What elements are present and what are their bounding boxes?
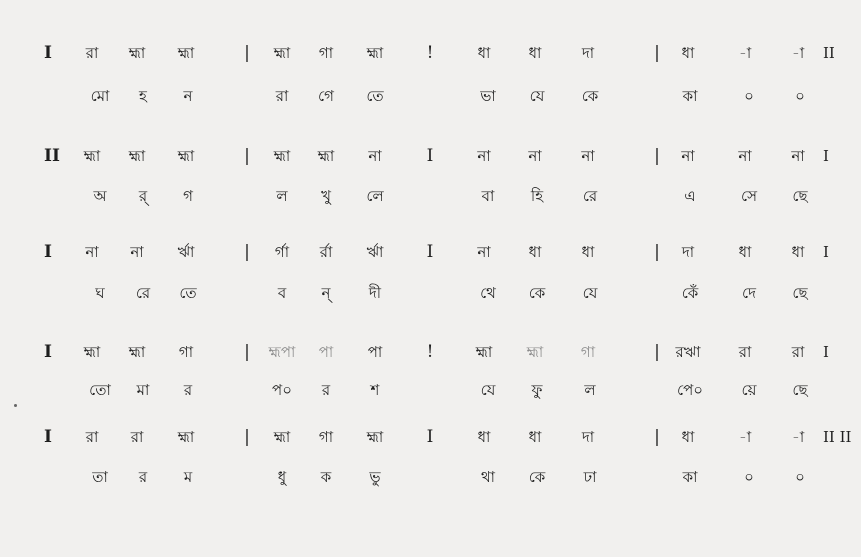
- swara-note: ধা: [681, 428, 695, 446]
- swara-note: হ্মা: [475, 343, 493, 361]
- line-end-marker: II: [823, 44, 835, 62]
- bar-line: |: [654, 427, 660, 447]
- swara-note: হ্মা: [526, 343, 544, 361]
- swara-note: র্ঋা: [177, 243, 195, 261]
- stray-mark: [14, 404, 17, 407]
- bar-line: |: [244, 342, 250, 362]
- lyric-syllable: ০: [744, 87, 754, 105]
- lyric-syllable: ল: [276, 187, 288, 205]
- lyric-line: [0, 181, 861, 211]
- bar-line: |: [654, 146, 660, 166]
- swara-note: রা: [130, 428, 144, 446]
- swara-note: -া: [738, 44, 752, 62]
- bar-line: |: [244, 146, 250, 166]
- swara-line: [0, 38, 861, 68]
- swara-note: হ্মা: [83, 343, 101, 361]
- swara-note: র্ঋা: [366, 243, 384, 261]
- swara-note: হ্মা: [177, 428, 195, 446]
- swara-line: [0, 141, 861, 171]
- swara-note: না: [791, 147, 805, 165]
- lyric-syllable: ০: [795, 87, 805, 105]
- lyric-syllable: যে: [480, 381, 496, 399]
- swara-note: রঋা: [675, 343, 701, 361]
- lyric-syllable: কে: [581, 87, 599, 105]
- lyric-syllable: ন: [183, 87, 193, 105]
- lyric-syllable: মো: [90, 87, 110, 105]
- lyric-syllable: থে: [480, 284, 496, 302]
- lyric-syllable: ০: [795, 468, 805, 486]
- lyric-syllable: তে: [366, 87, 384, 105]
- lyric-syllable: পে০: [676, 381, 704, 399]
- swara-note: না: [368, 147, 382, 165]
- swara-note: পা: [367, 343, 383, 361]
- swara-note: হ্মা: [273, 428, 291, 446]
- lyric-syllable: প০: [272, 381, 292, 399]
- lyric-syllable: দী: [368, 284, 382, 302]
- lyric-syllable: র: [138, 468, 148, 486]
- lyric-syllable: ল: [584, 381, 596, 399]
- swara-note: ধা: [528, 428, 542, 446]
- lyric-syllable: বা: [481, 187, 495, 205]
- lyric-syllable: রে: [582, 187, 598, 205]
- lyric-syllable: মা: [136, 381, 150, 399]
- swara-note: -া: [738, 428, 752, 446]
- swara-note: -া: [791, 44, 805, 62]
- lyric-syllable: দে: [742, 284, 756, 302]
- line-end-marker: II II: [823, 428, 852, 446]
- line-end-marker: I: [823, 243, 829, 261]
- swara-note: হ্মা: [317, 147, 335, 165]
- swara-note: ধা: [738, 243, 752, 261]
- lyric-syllable: যে: [529, 87, 545, 105]
- swara-note: দা: [681, 243, 695, 261]
- swara-note: হ্মা: [128, 147, 146, 165]
- lyric-syllable: গ: [183, 187, 193, 205]
- swara-note: গা: [318, 44, 334, 62]
- swara-note: রা: [738, 343, 752, 361]
- swara-note: হ্মা: [273, 147, 291, 165]
- lyric-syllable: হ: [139, 87, 147, 105]
- lyric-syllable: ছে: [792, 381, 808, 399]
- line-start-marker: I: [44, 427, 52, 447]
- lyric-syllable: সে: [741, 187, 757, 205]
- swara-note: না: [581, 147, 595, 165]
- bar-line: |: [244, 43, 250, 63]
- swara-note: গা: [318, 428, 334, 446]
- swara-note: ধা: [477, 44, 491, 62]
- swara-note: না: [130, 243, 144, 261]
- swara-note: ধা: [791, 243, 805, 261]
- lyric-syllable: ছে: [792, 284, 808, 302]
- swara-line: [0, 237, 861, 267]
- lyric-syllable: র: [321, 381, 331, 399]
- line-end-marker: I: [823, 147, 829, 165]
- swara-note: হ্মপা: [268, 343, 296, 361]
- swara-note: না: [477, 243, 491, 261]
- swara-note: হ্মা: [128, 343, 146, 361]
- swara-note: ধা: [528, 44, 542, 62]
- line-start-marker: I: [44, 43, 52, 63]
- swara-note: দা: [581, 44, 595, 62]
- bar-line: |: [244, 427, 250, 447]
- lyric-line: [0, 375, 861, 405]
- swara-note: রা: [85, 428, 99, 446]
- swara-note: না: [738, 147, 752, 165]
- line-end-marker: I: [823, 343, 829, 361]
- swara-note: ধা: [581, 243, 595, 261]
- lyric-syllable: ম: [183, 468, 193, 486]
- swara-note: হ্মা: [366, 44, 384, 62]
- swara-note: র্গা: [274, 243, 290, 261]
- bar-line: I: [426, 242, 434, 262]
- bar-line: |: [654, 43, 660, 63]
- swara-line: [0, 422, 861, 452]
- lyric-syllable: রে: [135, 284, 151, 302]
- swara-note: দা: [581, 428, 595, 446]
- lyric-syllable: কা: [682, 468, 698, 486]
- lyric-syllable: থা: [480, 468, 496, 486]
- swara-note: না: [477, 147, 491, 165]
- lyric-syllable: ০: [744, 468, 754, 486]
- lyric-syllable: র্: [138, 187, 148, 205]
- lyric-syllable: কে: [528, 468, 546, 486]
- lyric-syllable: শ: [370, 381, 380, 399]
- lyric-line: [0, 81, 861, 111]
- lyric-line: [0, 462, 861, 492]
- line-start-marker: I: [44, 242, 52, 262]
- lyric-syllable: খু: [321, 187, 331, 205]
- lyric-syllable: ব: [277, 284, 287, 302]
- swara-note: পা: [318, 343, 334, 361]
- lyric-syllable: ক: [320, 468, 332, 486]
- lyric-syllable: ন্: [321, 284, 331, 302]
- bar-line: !: [426, 342, 434, 362]
- bar-line: |: [654, 242, 660, 262]
- swara-note: ধা: [681, 44, 695, 62]
- lyric-syllable: ভু: [369, 468, 381, 486]
- lyric-line: [0, 278, 861, 308]
- bar-line: |: [244, 242, 250, 262]
- swara-note: -া: [791, 428, 805, 446]
- lyric-syllable: তো: [89, 381, 111, 399]
- lyric-syllable: কেঁ: [681, 284, 699, 302]
- lyric-syllable: কে: [528, 284, 546, 302]
- lyric-syllable: ছে: [792, 187, 808, 205]
- swara-note: না: [85, 243, 99, 261]
- bar-line: I: [426, 146, 434, 166]
- swara-note: না: [528, 147, 542, 165]
- lyric-syllable: কা: [682, 87, 698, 105]
- lyric-syllable: র: [183, 381, 193, 399]
- swara-note: ধা: [528, 243, 542, 261]
- swara-note: গা: [580, 343, 596, 361]
- lyric-syllable: তা: [92, 468, 108, 486]
- lyric-syllable: য়ে: [741, 381, 757, 399]
- swara-note: হ্মা: [273, 44, 291, 62]
- swara-note: রা: [791, 343, 805, 361]
- lyric-syllable: ফু: [531, 381, 543, 399]
- lyric-syllable: ঢা: [583, 468, 597, 486]
- lyric-syllable: হি: [530, 187, 544, 205]
- line-start-marker: I: [44, 342, 52, 362]
- lyric-syllable: গে: [318, 87, 334, 105]
- lyric-syllable: লে: [366, 187, 384, 205]
- lyric-syllable: ধু: [277, 468, 287, 486]
- lyric-syllable: ঘ: [95, 284, 105, 302]
- swara-note: র্রা: [319, 243, 333, 261]
- lyric-syllable: যে: [582, 284, 598, 302]
- bar-line: I: [426, 427, 434, 447]
- swara-note: ধা: [477, 428, 491, 446]
- swara-line: [0, 337, 861, 367]
- lyric-syllable: এ: [684, 187, 696, 205]
- bar-line: !: [426, 43, 434, 63]
- line-start-marker: II: [44, 146, 60, 166]
- swara-note: না: [681, 147, 695, 165]
- lyric-syllable: ভা: [480, 87, 496, 105]
- swara-note: রা: [85, 44, 99, 62]
- swara-note: হ্মা: [83, 147, 101, 165]
- swara-note: হ্মা: [128, 44, 146, 62]
- lyric-syllable: রা: [275, 87, 289, 105]
- lyric-syllable: অ: [93, 187, 107, 205]
- swara-note: হ্মা: [366, 428, 384, 446]
- swara-note: হ্মা: [177, 44, 195, 62]
- swara-note: হ্মা: [177, 147, 195, 165]
- swara-note: গা: [178, 343, 194, 361]
- lyric-syllable: তে: [179, 284, 197, 302]
- bar-line: |: [654, 342, 660, 362]
